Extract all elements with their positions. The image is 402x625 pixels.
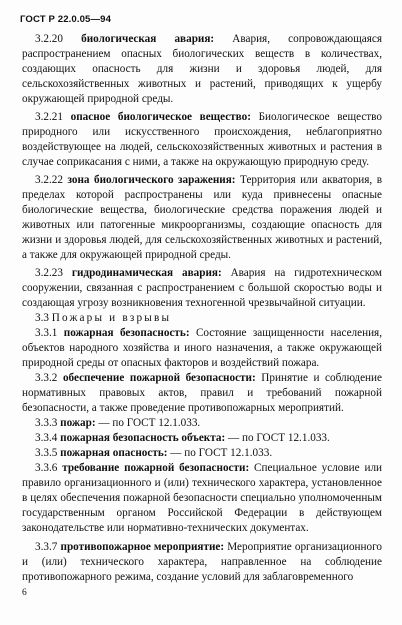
clause-number: 3.2.22 [35, 174, 63, 186]
section-number: 3.3 [35, 312, 49, 324]
clause-text: — по ГОСТ 12.1.033. [170, 447, 273, 459]
clause-text: Мероприятие организационного и (или) технического характера, направленное на соблюдение противопожарного режима, создание условий для заблаговременного [22, 541, 383, 583]
clause-number: 3.3.3 [35, 417, 58, 429]
clause-number: 3.2.23 [35, 267, 63, 279]
clause-3-2-22 [22, 173, 382, 263]
clause-number: 3.3.5 [35, 447, 58, 459]
clause-number: 3.3.4 [35, 432, 58, 444]
clause-3-2-20 [22, 32, 382, 107]
clause-3-3-6 [22, 461, 382, 536]
clause-term: обеспечение пожарной безопасности: [62, 372, 256, 384]
clause-text: Авария на гидротехническом сооружении, связанная с распространением с большой скоростью воды и создающая угрозу возникновения техногенной чрезвычайной ситуации. [22, 267, 383, 309]
clause-3-3-2 [22, 371, 382, 416]
clause-text: — по ГОСТ 12.1.033. [228, 432, 330, 444]
clause-3-3-1 [22, 326, 382, 371]
document-header: ГОСТ Р 22.0.05—94 [20, 14, 112, 25]
clause-3-3-7 [22, 540, 382, 585]
clause-number: 3.2.21 [35, 111, 63, 123]
clause-number: 3.3.7 [35, 541, 58, 553]
clause-term: пожар: [60, 417, 96, 429]
clause-text: Состояние защищенности населения, объектов народного хозяйства и иного назначения, а также окружающей природной среды от опасных факторов и воздействий пожара. [22, 327, 383, 369]
clause-term: гидродинамическая авария: [71, 267, 222, 279]
document-body [22, 32, 382, 585]
clause-term: пожарная опасность: [60, 447, 168, 459]
section-heading [22, 311, 382, 326]
clause-term: требование пожарной безопасности: [62, 462, 250, 474]
clause-3-3-5 [22, 446, 382, 461]
clause-term: биологическая авария: [81, 33, 215, 45]
clause-text: Специальное условие или правило организационного и (или) технического характера, установленное в целях обеспечения пожарной безопасности специально уполномоченным государственным органом Российской Федерации в действующем законодательстве или нормативно-технических документах. [22, 462, 383, 534]
clause-number: 3.2.20 [35, 33, 63, 45]
clause-text: Авария, сопровождающаяся распространением опасных биологических веществ в количествах, создающих опасность для жизни и здоровья людей, для сельскохозяйственных животных и растений, приводящих к ущербу окружающей природной среды. [22, 33, 382, 105]
clause-term: зона биологического заражения: [67, 174, 236, 186]
clause-3-2-23 [22, 266, 382, 311]
clause-number: 3.3.2 [35, 372, 58, 384]
clause-number: 3.3.6 [35, 462, 58, 474]
clause-text: Принятие и соблюдение нормативных правовых актов, правил и требований пожарной безопасности, а также проведение противопожарных мероприятий. [22, 372, 382, 414]
clause-3-3-3 [22, 416, 382, 431]
clause-text: Территория или акватория, в пределах которой распространены или куда привнесены опасные биологические вещества, биологические средства поражения людей и животных или патогенные микроорганизмы, создающие опасность для жизни и здоровья людей, для сельскохозяйственных животных и растений, а также для окружающей природной среды. [22, 174, 382, 261]
clause-term: пожарная безопасность объекта: [60, 432, 226, 444]
clause-term: опасное биологическое вещество: [70, 111, 251, 123]
clause-term: пожарная безопасность: [63, 327, 190, 339]
clause-term: противопожарное мероприятие: [60, 541, 225, 553]
clause-3-2-21 [22, 110, 382, 170]
clause-text: Биологическое вещество природного или искусственного происхождения, неблагоприятно воздействующее на людей, сельскохозяйственных животных и растения в случае соприкасания с ними, а также на окружающую природную среду. [22, 111, 382, 168]
section-title: Пожары и взрывы [51, 312, 172, 324]
page-number: 6 [22, 588, 27, 598]
clause-3-3-4 [22, 431, 382, 446]
clause-text: — по ГОСТ 12.1.033. [98, 417, 201, 429]
clause-number: 3.3.1 [35, 327, 58, 339]
